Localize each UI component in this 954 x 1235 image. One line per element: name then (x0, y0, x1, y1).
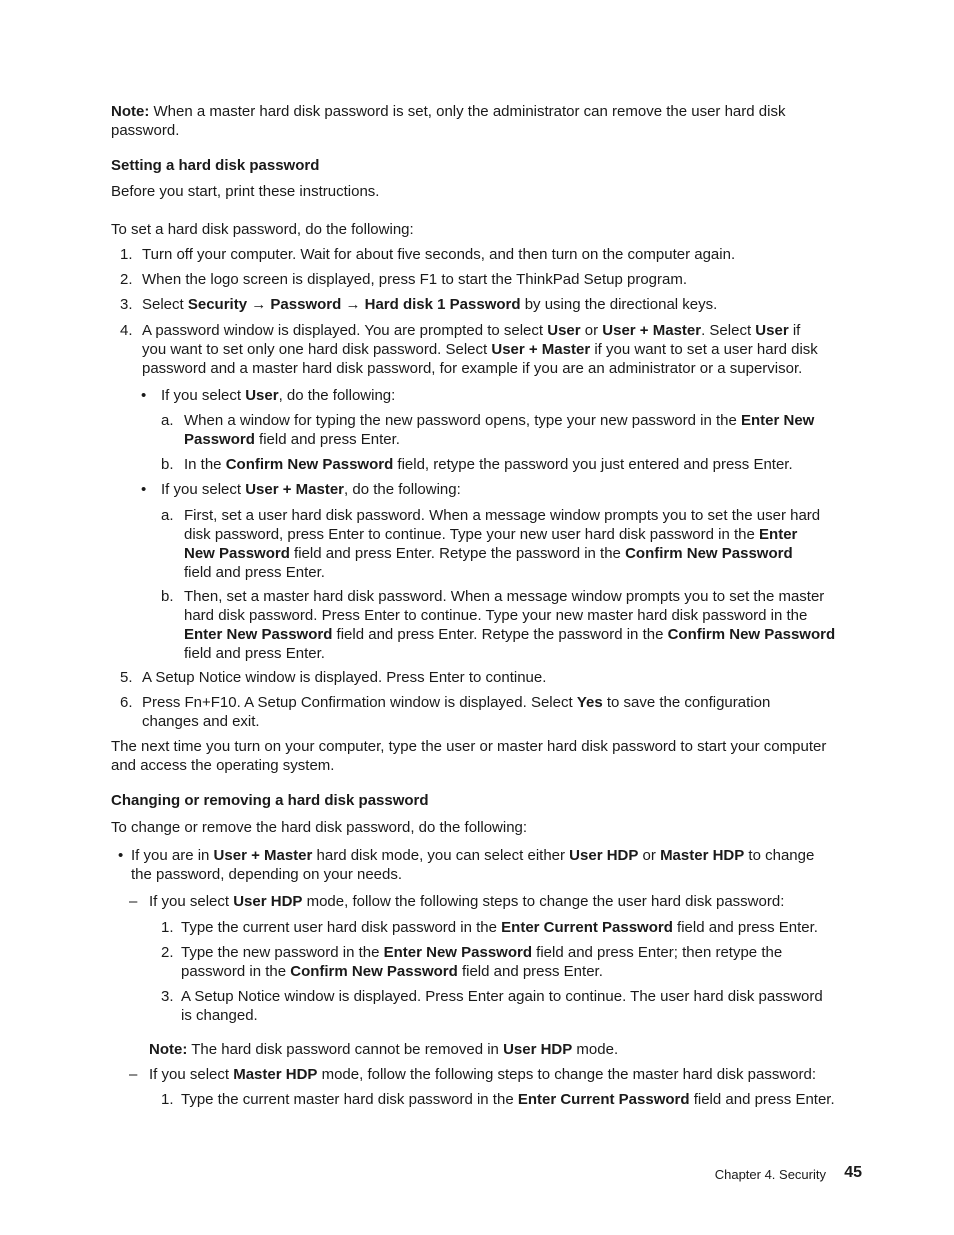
dash-item: – If you select User HDP mode, follow the following steps to change the user hard disk password: (129, 893, 785, 910)
list-item: a. When a window for typing the new password opens, type your new password in the Enter New Password field and press Enter. (161, 412, 815, 448)
page-footer (0, 1164, 954, 1184)
list-item: b. In the Confirm New Password field, retype the password you just entered and press Enter. (161, 456, 793, 473)
intro-text: To set a hard disk password, do the following: (111, 221, 414, 238)
intro-text: To change or remove the hard disk password, do the following: (111, 819, 528, 836)
section-heading-set: Setting a hard disk password (111, 157, 320, 174)
dash-item: – If you select Master HDP mode, follow the following steps to change the master hard disk password: (129, 1066, 817, 1083)
page-number: 45 (844, 1164, 862, 1181)
section-heading-change: Changing or removing a hard disk password (111, 792, 429, 809)
paragraph: The next time you turn on your computer, type the user or master hard disk password to start your computer and access the operating system. (111, 738, 827, 774)
bullet-item: • If you select User, do the following: (141, 387, 396, 404)
note-paragraph: Note: When a master hard disk password is set, only the administrator can remove the user hard disk password. (111, 103, 786, 139)
list-item: 3. A Setup Notice window is displayed. Press Enter again to continue. The user hard disk password is changed. (161, 988, 823, 1024)
dash-icon: – (129, 1066, 138, 1083)
intro-text: Before you start, print these instructions. (111, 183, 380, 200)
bullet-icon: • (141, 387, 147, 404)
bullet-icon: • (118, 847, 124, 864)
list-item: 5. A Setup Notice window is displayed. Press Enter to continue. (120, 669, 547, 686)
note-label: Note: (111, 103, 150, 120)
list-item: 1. Type the current user hard disk password in the Enter Current Password field and press Enter. (161, 919, 818, 936)
note-paragraph: Note: The hard disk password cannot be removed in User HDP mode. (149, 1041, 619, 1058)
dash-icon: – (129, 893, 138, 910)
bullet-icon: • (141, 481, 147, 498)
bullet-item: • If you are in User + Master hard disk mode, you can select either User HDP or Master HDP to change the password, depending on your needs. (118, 847, 815, 883)
list-item: 1. Turn off your computer. Wait for about five seconds, and then turn on the computer again. (120, 246, 736, 263)
list-item: a. First, set a user hard disk password. When a message window prompts you to set the user hard disk password, press Enter to continue. Type your new user hard disk password in the Enter New Password field and press Enter. Retype the password in the Confirm New Password field and press Enter. (161, 507, 821, 581)
list-item: 6. Press Fn+F10. A Setup Confirmation window is displayed. Select Yes to save the configuration changes and exit. (120, 694, 771, 730)
list-item: 2. Type the new password in the Enter New Password field and press Enter; then retype the password in the Confirm New Password field and press Enter. (161, 944, 783, 980)
list-item: 2. When the logo screen is displayed, press F1 to start the ThinkPad Setup program. (120, 271, 688, 288)
list-item: 4. A password window is displayed. You are prompted to select User or User + Master. Select User if you want to set only one hard disk password. Select User + Master if you want to set a user hard disk password and a master hard disk password, for example if you are an administrator or a supervisor. (120, 322, 818, 377)
list-item: b. Then, set a master hard disk password. When a message window prompts you to set the master hard disk password. Press Enter to continue. Type your new master hard disk password in the Enter New Password field and press Enter. Retype the password in the Confirm New Password field and press Enter. (161, 588, 836, 662)
list-item: 3. Select Security → Password → Hard disk 1 Password by using the directional keys. (120, 296, 718, 313)
bullet-item: • If you select User + Master, do the following: (141, 481, 461, 498)
list-item: 1. Type the current master hard disk password in the Enter Current Password field and press Enter. (161, 1091, 835, 1108)
footer-chapter: Chapter 4. Security (714, 1167, 826, 1182)
